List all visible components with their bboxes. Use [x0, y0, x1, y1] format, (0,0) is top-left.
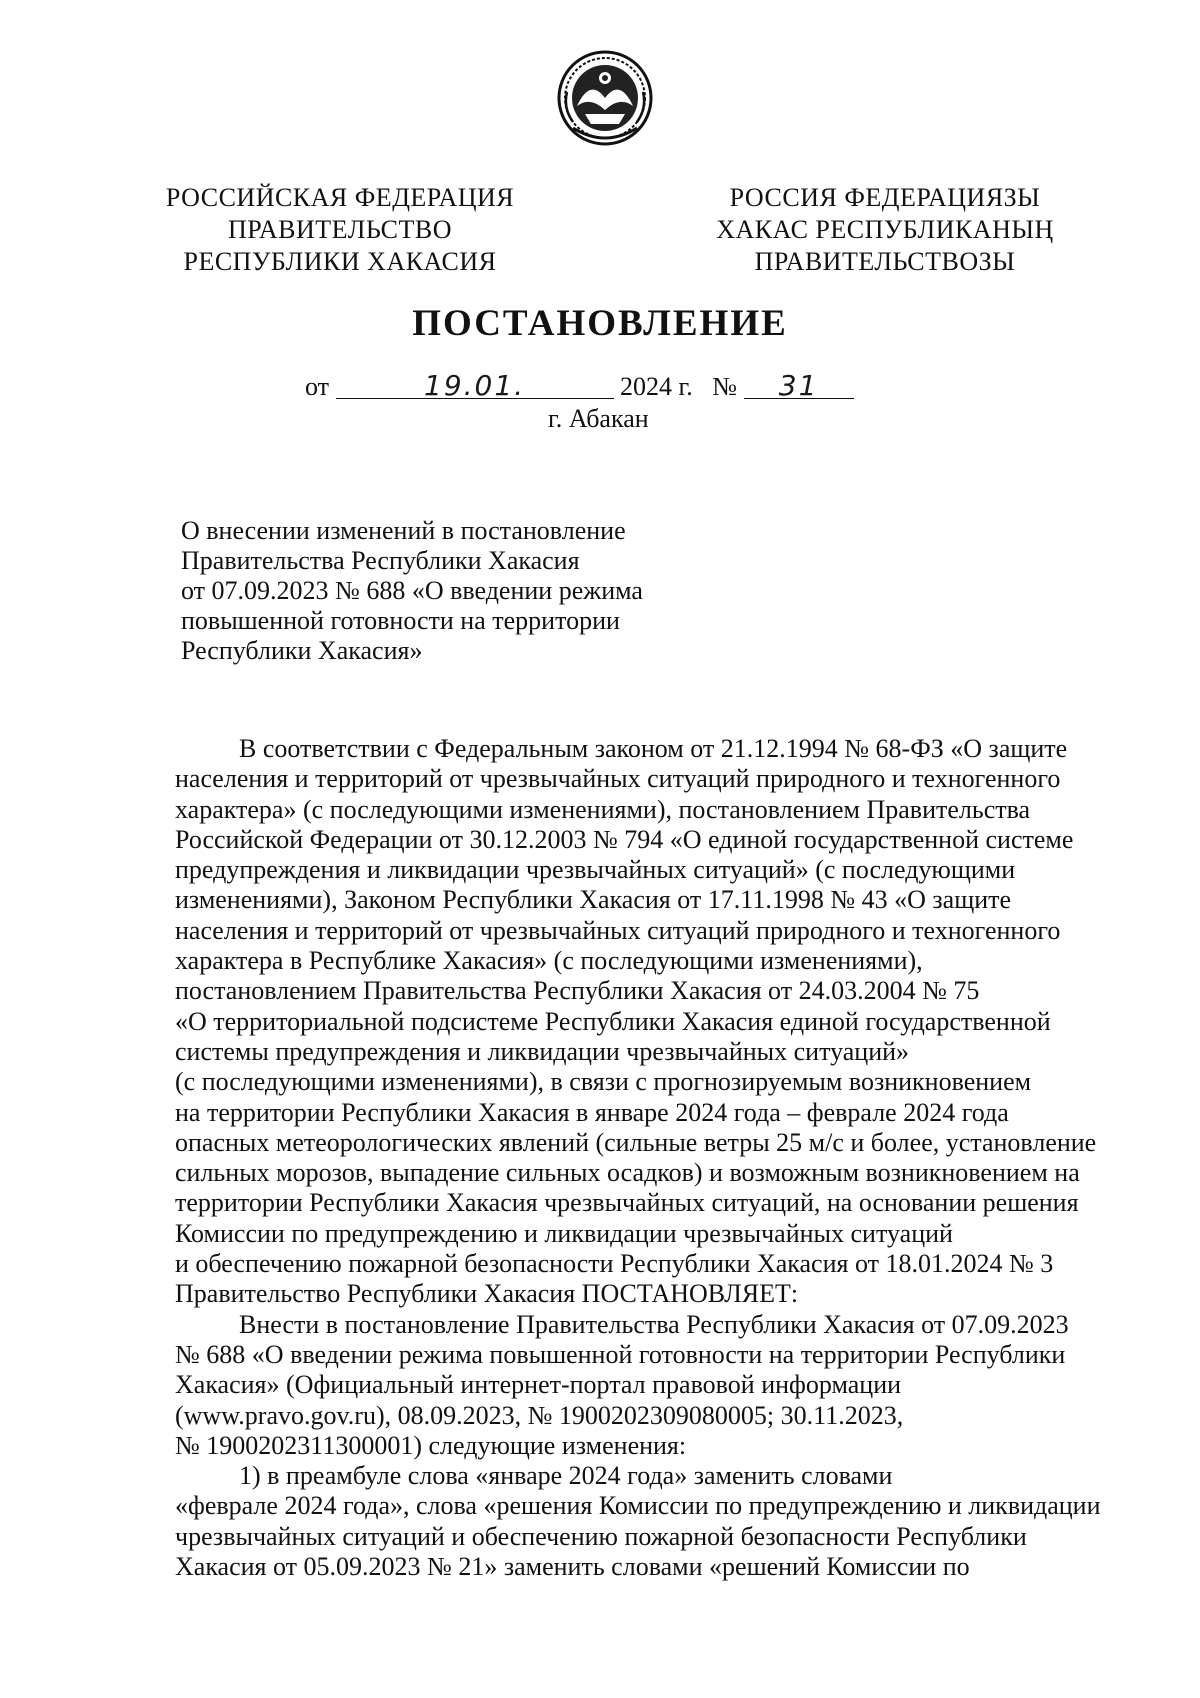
body-line: предупреждения и ликвидации чрезвычайных ситуаций» (с последующими	[175, 855, 1016, 885]
body-line: сильных морозов, выпадение сильных осадков) и возможным возникновением на	[175, 1158, 1080, 1188]
body-line: населения и территорий от чрезвычайных ситуаций природного и техногенного	[175, 764, 1061, 794]
header-left-line: ПРАВИТЕЛЬСТВО	[228, 215, 452, 244]
body-line: на территории Республики Хакасия в январе 2024 года – феврале 2024 года	[175, 1097, 1009, 1127]
body-line: постановлением Правительства Республики Хакасия от 24.03.2004 № 75	[175, 976, 980, 1006]
subject-line: О внесении изменений в постановление	[181, 516, 626, 545]
date-prefix: от	[305, 372, 330, 401]
header-right-line: ПРАВИТЕЛЬСТВОЗЫ	[754, 247, 1016, 276]
body-line: чрезвычайных ситуаций и обеспечению пожарной безопасности Республики	[175, 1521, 1027, 1551]
body-line: (с последующими изменениями), в связи с прогнозируемым возникновением	[175, 1067, 1032, 1097]
city-label: г. Абакан	[548, 404, 649, 433]
number-sign: №	[712, 372, 738, 401]
header-left-block	[160, 182, 520, 278]
body-line: и обеспечению пожарной безопасности Республики Хакасия от 18.01.2024 № 3	[175, 1249, 1054, 1279]
body-line: системы предупреждения и ликвидации чрезвычайных ситуаций»	[175, 1036, 910, 1066]
body-line: характера» (с последующими изменениями), постановлением Правительства	[175, 794, 1031, 824]
body-line: № 1900202311300001) следующие изменения:	[175, 1430, 687, 1460]
document-body	[175, 734, 1130, 1582]
body-line: характера в Республике Хакасия» (с последующими изменениями),	[175, 946, 923, 976]
body-line: 1) в преамбуле слова «январе 2024 года» заменить словами	[239, 1461, 893, 1491]
header-left-line: РОССИЙСКАЯ ФЕДЕРАЦИЯ	[165, 183, 515, 212]
subject-line: повышенной готовности на территории	[181, 606, 620, 635]
date-year: 2024 г.	[620, 372, 693, 401]
date-field	[336, 369, 614, 402]
body-line: населения и территорий от чрезвычайных ситуаций природного и техногенного	[175, 915, 1061, 945]
body-line: опасных метеорологических явлений (сильные ветры 25 м/с и более, установление	[175, 1127, 1097, 1157]
document-subject	[181, 516, 701, 666]
body-line: В соответствии с Федеральным законом от 21.12.1994 № 68-ФЗ «О защите	[239, 734, 1068, 763]
header-right-line: РОССИЯ ФЕДЕРАЦИЯЗЫ	[729, 183, 1041, 212]
subject-line: Правительства Республики Хакасия	[181, 546, 580, 575]
body-line: территории Республики Хакасия чрезвычайных ситуаций, на основании решения	[175, 1188, 1079, 1218]
body-line: Хакасия от 05.09.2023 № 21» заменить словами «решений Комиссии по	[175, 1552, 970, 1582]
document-type-title: ПОСТАНОВЛЕНИЕ	[412, 303, 788, 344]
subject-line: Республики Хакасия»	[181, 636, 423, 665]
body-line: Российской Федерации от 30.12.2003 № 794 «О единой государственной системе	[175, 824, 1074, 854]
body-line: Комиссии по предупреждению и ликвидации чрезвычайных ситуаций	[175, 1218, 953, 1248]
date-number-line	[305, 370, 854, 403]
handwritten-number: 31	[778, 369, 819, 402]
number-field	[744, 369, 854, 402]
header-right-line: ХАКАС РЕСПУБЛИКАНЫҢ	[716, 215, 1054, 244]
header-left-line: РЕСПУБЛИКИ ХАКАСИЯ	[183, 247, 497, 276]
body-line: изменениями), Законом Республики Хакасия от 17.11.1998 № 43 «О защите	[175, 885, 1012, 915]
body-line: № 688 «О введении режима повышенной готовности на территории Республики	[175, 1339, 1066, 1369]
body-line: «О территориальной подсистеме Республики Хакасия единой государственной	[175, 1006, 1051, 1036]
body-line: Хакасия» (Официальный интернет-портал правовой информации	[175, 1370, 902, 1400]
header-right-block	[690, 182, 1080, 278]
body-line: «феврале 2024 года», слова «решения Комиссии по предупреждению и ликвидации	[175, 1491, 1101, 1521]
subject-line: от 07.09.2023 № 688 «О введении режима	[181, 576, 643, 605]
body-line: Внести в постановление Правительства Республики Хакасия от 07.09.2023	[239, 1309, 1069, 1339]
handwritten-date: 19.01.	[424, 369, 526, 402]
body-line: Правительство Республики Хакасия ПОСТАНОВЛЯЕТ:	[175, 1279, 799, 1309]
coat-of-arms-emblem	[555, 48, 655, 148]
body-line: (www.pravo.gov.ru), 08.09.2023, № 1900202309080005; 30.11.2023,	[175, 1400, 904, 1430]
